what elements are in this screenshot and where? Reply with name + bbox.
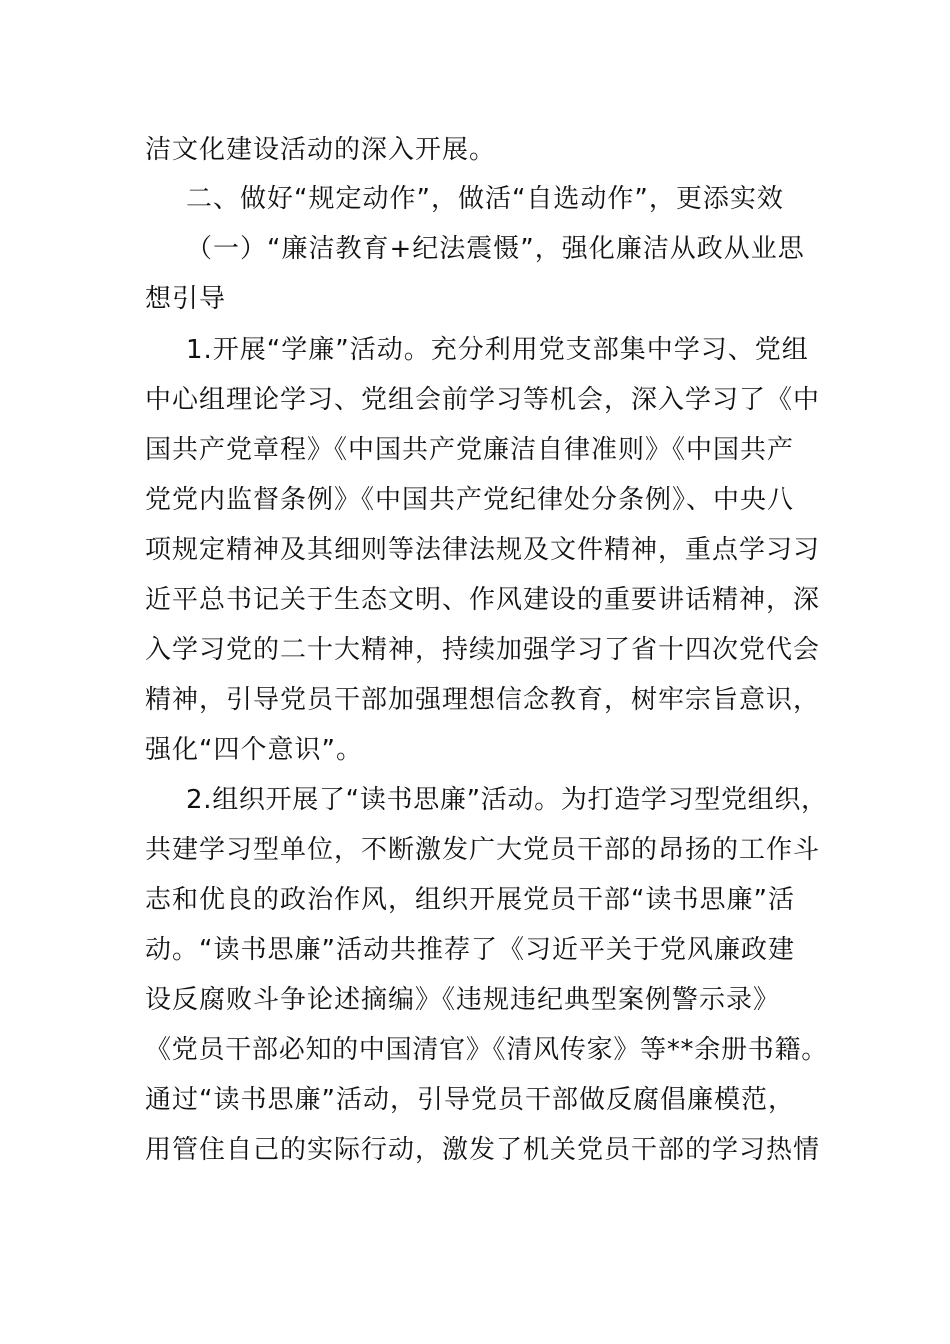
paragraph-1-line: 强化“四个意识”。	[145, 735, 363, 765]
paragraph-1-line: 近平总书记关于生态文明、作风建设的重要讲话精神，深	[145, 585, 821, 615]
paragraph-1-line: 党党内监督条例》《中国共产党纪律处分条例》、中央八	[145, 485, 795, 515]
subsection-heading: （一）“廉洁教育+纪法震慑”，强化廉洁从政从业思	[186, 234, 805, 264]
paragraph-1-line: 中心组理论学习、党组会前学习等机会，深入学习了《中	[145, 385, 821, 415]
paragraph-2-line: 用管住自己的实际行动，激发了机关党员干部的学习热情	[145, 1135, 821, 1165]
paragraph-1-line: 精神，引导党员干部加强理想信念教育，树牢宗旨意识，	[145, 685, 821, 715]
paragraph-1-line: 1.开展“学廉”活动。充分利用党支部集中学习、党组	[186, 335, 809, 365]
paragraph-2-line: 共建学习型单位，不断激发广大党员干部的昂扬的工作斗	[145, 835, 821, 865]
subsection-heading-continued: 想引导	[145, 284, 227, 314]
text-line: 洁文化建设活动的深入开展。	[145, 135, 497, 165]
paragraph-1-line: 入学习党的二十大精神，持续加强学习了省十四次党代会	[145, 635, 821, 665]
paragraph-2-line: 2.组织开展了“读书思廉”活动。为打造学习型党组织，	[186, 785, 828, 815]
paragraph-2-line: 志和优良的政治作风，组织开展党员干部“读书思廉”活	[145, 885, 795, 915]
paragraph-2-line: 设反腐败斗争论述摘编》《违规违纪典型案例警示录》	[145, 985, 781, 1015]
paragraph-1-line: 项规定精神及其细则等法律法规及文件精神，重点学习习	[145, 535, 821, 565]
paragraph-2-line: 动。“读书思廉”活动共推荐了《习近平关于党风廉政建	[145, 935, 795, 965]
paragraph-2-line: 通过“读书思廉”活动，引导党员干部做反腐倡廉模范，	[145, 1085, 795, 1115]
section-heading: 二、做好“规定动作”，做活“自选动作”，更添实效	[186, 184, 784, 214]
paragraph-1-line: 国共产党章程》《中国共产党廉洁自律准则》《中国共产	[145, 435, 795, 465]
paragraph-2-line: 《党员干部必知的中国清官》《清风传家》等**余册书籍。	[145, 1035, 829, 1065]
